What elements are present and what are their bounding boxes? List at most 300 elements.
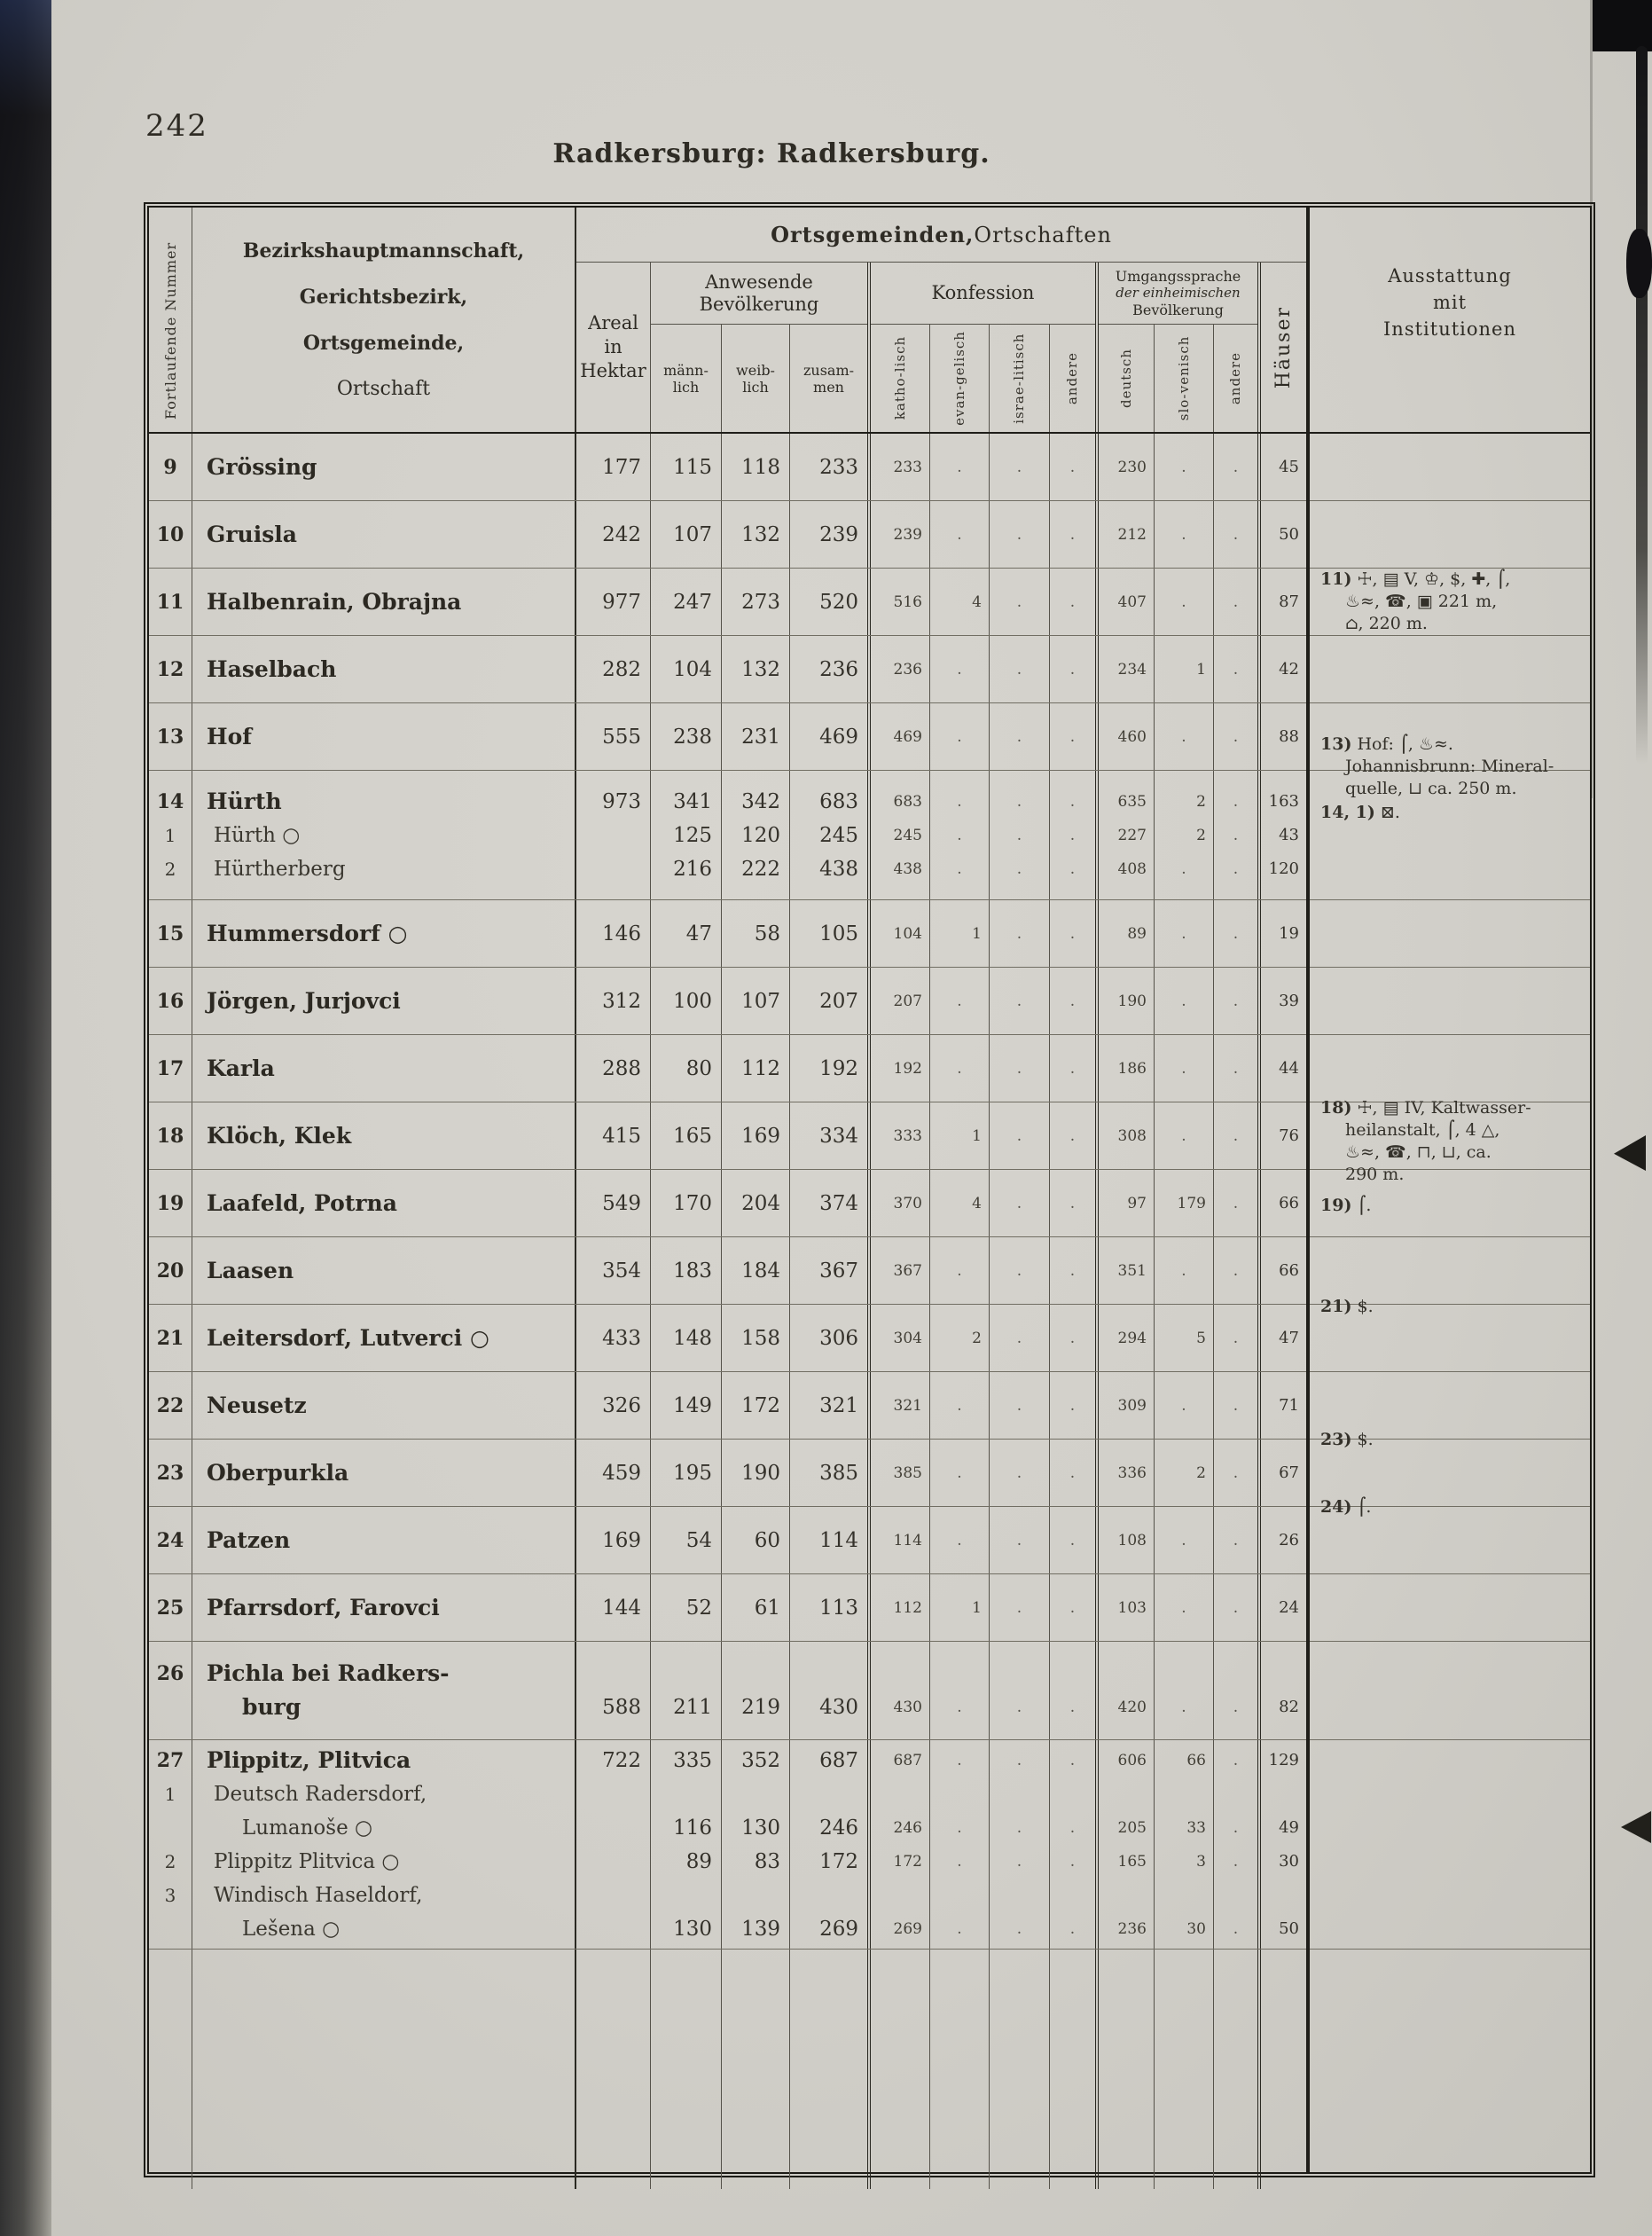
cell-w: 132	[721, 501, 789, 568]
cell-de: 309	[1095, 1372, 1154, 1439]
cell-is: .	[989, 1574, 1049, 1641]
cell-k: 239	[867, 501, 929, 568]
cell-n: 15	[156, 922, 184, 945]
cell-hs	[1257, 1950, 1306, 2189]
cell-ar: 177	[575, 434, 650, 500]
cell-a1: .	[1049, 1642, 1095, 1739]
cell-nm: Karla	[192, 1035, 575, 1102]
cell-hs: 24	[1257, 1574, 1306, 1641]
page-number: 242	[145, 108, 208, 144]
cell-sl: .	[1154, 434, 1213, 500]
column-header-slovenisch: slo- venisch	[1154, 325, 1213, 432]
cell-nm: Leitersdorf, Lutverci ○	[192, 1305, 575, 1371]
cell-w: 112	[721, 1035, 789, 1102]
cell-m	[650, 1950, 721, 2189]
cell-de: 294	[1095, 1305, 1154, 1371]
cell-ar: 144	[575, 1574, 650, 1641]
cell-m: 107	[650, 501, 721, 568]
cell-z: 105	[789, 900, 867, 967]
cell-w: 132	[721, 636, 789, 702]
cell-ev: 4	[929, 569, 989, 635]
cell-n: 16	[156, 989, 184, 1013]
cell-n: 17	[156, 1056, 184, 1080]
cell-a2: .	[1213, 900, 1257, 967]
cell-nm: Pichla bei Radkers- burg	[192, 1642, 575, 1739]
cell-de: 108	[1095, 1507, 1154, 1573]
cell-is: .	[989, 1642, 1049, 1739]
cell-de: 186	[1095, 1035, 1154, 1102]
cell-nm: Patzen	[192, 1507, 575, 1573]
cell-is	[989, 1950, 1049, 2189]
cell-w: 58	[721, 900, 789, 967]
cell-ev: 2	[929, 1305, 989, 1371]
cell-ar: 146	[575, 900, 650, 967]
cell-n: 22	[156, 1393, 184, 1417]
cell-k: 236	[867, 636, 929, 702]
cell-k: 367	[867, 1237, 929, 1304]
cell-hs: 76	[1257, 1102, 1306, 1169]
cell-n: 10	[156, 522, 184, 546]
cell-nm: Plippitz, Plitvica Deutsch Radersdorf, Lumanoše ○ Plippitz Plitvica ○ Windisch Haseldorf, Lešena ○	[192, 1740, 575, 1949]
cell-k: 114	[867, 1507, 929, 1573]
margin-mark-icon	[1621, 1811, 1651, 1843]
cell-nm: Hürth Hürth ○ Hürtherberg	[192, 771, 575, 899]
cell-is: .	[989, 636, 1049, 702]
cell-sl: .	[1154, 900, 1213, 967]
cell-ev: .	[929, 434, 989, 500]
column-header-konfession: Konfession katho- lisch evan- gelisch israe- litisch andere	[867, 263, 1095, 432]
cell-z: 687 246 172 269	[789, 1740, 867, 1949]
cell-de: 308	[1095, 1102, 1154, 1169]
cell-a2: .	[1213, 1102, 1257, 1169]
column-header-andere-sprache: andere	[1213, 325, 1257, 432]
cell-k: 207	[867, 968, 929, 1034]
cell-n: 27 1 2 3	[156, 1748, 184, 1906]
cell-hs: 39	[1257, 968, 1306, 1034]
cell-a2: . . . .	[1213, 1740, 1257, 1949]
page-edge-shadow-top	[1593, 0, 1652, 51]
cell-w: 352 130 83 139	[721, 1740, 789, 1949]
page-edge-shadow-line	[1636, 46, 1648, 765]
cell-m: 47	[650, 900, 721, 967]
cell-is: .	[989, 1102, 1049, 1169]
cell-ev: 1	[929, 900, 989, 967]
cell-k: 321	[867, 1372, 929, 1439]
book-binding-left	[0, 0, 51, 2236]
cell-k: 112	[867, 1574, 929, 1641]
column-header-bevoelkerung: Anwesende Bevölkerung männ- lich weib- lich zusam- men	[650, 263, 867, 432]
cell-z: 430	[789, 1642, 867, 1739]
cell-k: 385	[867, 1440, 929, 1506]
cell-a1: .	[1049, 636, 1095, 702]
cell-z: 306	[789, 1305, 867, 1371]
cell-nm: Pfarrsdorf, Farovci	[192, 1574, 575, 1641]
cell-hs: 66	[1257, 1170, 1306, 1236]
cell-sl: 66 33 3 30	[1154, 1740, 1213, 1949]
cell-ev: .	[929, 703, 989, 770]
cell-a1: .	[1049, 1237, 1095, 1304]
cell-ev: . . . .	[929, 1740, 989, 1949]
cell-de: 212	[1095, 501, 1154, 568]
cell-is: . . .	[989, 771, 1049, 899]
cell-ev: 1	[929, 1574, 989, 1641]
cell-hs: 87	[1257, 569, 1306, 635]
cell-w: 169	[721, 1102, 789, 1169]
cell-ev: .	[929, 1507, 989, 1573]
cell-ev: .	[929, 636, 989, 702]
cell-ev: .	[929, 501, 989, 568]
cell-nm: Klöch, Klek	[192, 1102, 575, 1169]
cell-hs: 19	[1257, 900, 1306, 967]
cell-is: .	[989, 1305, 1049, 1371]
column-header-weiblich: weib- lich	[721, 325, 789, 432]
cell-n: 20	[156, 1259, 184, 1283]
cell-sl: .	[1154, 569, 1213, 635]
cell-m: 195	[650, 1440, 721, 1506]
cell-de: 336	[1095, 1440, 1154, 1506]
cell-hs: 45	[1257, 434, 1306, 500]
cell-a2: .	[1213, 1237, 1257, 1304]
footnote: 24) ⌠.	[1320, 1497, 1372, 1517]
cell-sl: 2 2 .	[1154, 771, 1213, 899]
cell-k: 516	[867, 569, 929, 635]
cell-ev: .	[929, 968, 989, 1034]
cell-a1: .	[1049, 569, 1095, 635]
cell-w: 184	[721, 1237, 789, 1304]
column-header-deutsch: deutsch	[1117, 349, 1134, 408]
cell-a1: .	[1049, 703, 1095, 770]
cell-z: 207	[789, 968, 867, 1034]
cell-hs: 88	[1257, 703, 1306, 770]
cell-m: 149	[650, 1372, 721, 1439]
cell-hs: 44	[1257, 1035, 1306, 1102]
cell-a2: .	[1213, 569, 1257, 635]
cell-a2: .	[1213, 1440, 1257, 1506]
column-header-evangelisch: evan- gelisch	[929, 325, 989, 432]
cell-hs: 66	[1257, 1237, 1306, 1304]
cell-sl: .	[1154, 1574, 1213, 1641]
cell-nm: Hof	[192, 703, 575, 770]
cell-m: 104	[650, 636, 721, 702]
cell-a1: .	[1049, 501, 1095, 568]
cell-de: 103	[1095, 1574, 1154, 1641]
cell-z: 233	[789, 434, 867, 500]
cell-m: 80	[650, 1035, 721, 1102]
cell-z: 236	[789, 636, 867, 702]
cell-nm: Halbenrain, Obrajna	[192, 569, 575, 635]
cell-ar: 354	[575, 1237, 650, 1304]
cell-ar: 555	[575, 703, 650, 770]
cell-k: 687 246 172 269	[867, 1740, 929, 1949]
cell-w: 158	[721, 1305, 789, 1371]
page-edge-ink-blob	[1626, 229, 1652, 298]
cell-sl: 179	[1154, 1170, 1213, 1236]
cell-sl: .	[1154, 501, 1213, 568]
cell-m: 211	[650, 1642, 721, 1739]
cell-a2	[1213, 1950, 1257, 2189]
cell-ev: .	[929, 1372, 989, 1439]
cell-n: 24	[156, 1528, 184, 1552]
cell-ar: 415	[575, 1102, 650, 1169]
cell-w: 273	[721, 569, 789, 635]
cell-w: 219	[721, 1642, 789, 1739]
column-header-areal: Areal in Hektar	[580, 312, 646, 381]
cell-ar: 242	[575, 501, 650, 568]
cell-w: 204	[721, 1170, 789, 1236]
cell-a2: .	[1213, 703, 1257, 770]
cell-sl: .	[1154, 1035, 1213, 1102]
cell-sl: .	[1154, 1102, 1213, 1169]
cell-n: 19	[156, 1191, 184, 1215]
cell-ar: 588	[575, 1642, 650, 1739]
column-header-fortlaufende-nummer: Fortlaufende Nummer	[161, 241, 179, 420]
cell-z: 683 245 438	[789, 771, 867, 899]
cell-de: 97	[1095, 1170, 1154, 1236]
cell-z: 374	[789, 1170, 867, 1236]
cell-nm: Hummersdorf ○	[192, 900, 575, 967]
column-header-gebietsgliederung: Bezirkshauptmannschaft, Gerichtsbezirk, Ortsgemeinde, Ortschaft	[192, 208, 575, 432]
cell-a1: .	[1049, 1574, 1095, 1641]
cell-ev: .	[929, 1035, 989, 1102]
cell-ar: 169	[575, 1507, 650, 1573]
footnotes-column	[1306, 434, 1590, 2172]
footnote: 19) ⌠.	[1320, 1196, 1372, 1215]
cell-m: 170	[650, 1170, 721, 1236]
cell-sl: 2	[1154, 1440, 1213, 1506]
column-header-andere-konfession: andere	[1049, 325, 1095, 432]
cell-m: 100	[650, 968, 721, 1034]
footnote: 21) $.	[1320, 1297, 1374, 1316]
cell-z: 385	[789, 1440, 867, 1506]
cell-is: .	[989, 1440, 1049, 1506]
cell-w	[721, 1950, 789, 2189]
cell-de: 89	[1095, 900, 1154, 967]
cell-n: 12	[156, 657, 184, 681]
column-header-katholisch: katho- lisch	[891, 336, 908, 420]
cell-de: 230	[1095, 434, 1154, 500]
cell-nm: Laafeld, Potrna	[192, 1170, 575, 1236]
cell-w: 60	[721, 1507, 789, 1573]
cell-nm: Neusetz	[192, 1372, 575, 1439]
cell-a2: .	[1213, 1507, 1257, 1573]
cell-a2: .	[1213, 501, 1257, 568]
footnote: 23) $.	[1320, 1430, 1374, 1449]
cell-de: 351	[1095, 1237, 1154, 1304]
cell-sl: .	[1154, 703, 1213, 770]
cell-ev: .	[929, 1440, 989, 1506]
cell-a1: .	[1049, 1440, 1095, 1506]
cell-a1: .	[1049, 1170, 1095, 1236]
cell-nm: Grössing	[192, 434, 575, 500]
cell-is: .	[989, 1170, 1049, 1236]
cell-is: .	[989, 1035, 1049, 1102]
cell-a1: .	[1049, 900, 1095, 967]
cell-n: 13	[156, 725, 184, 749]
cell-de: 407	[1095, 569, 1154, 635]
cell-nm: Oberpurkla	[192, 1440, 575, 1506]
cell-sl: 5	[1154, 1305, 1213, 1371]
cell-ar: 288	[575, 1035, 650, 1102]
cell-a1: .	[1049, 1372, 1095, 1439]
cell-nm: Laasen	[192, 1237, 575, 1304]
cell-sl	[1154, 1950, 1213, 2189]
footnote: 18) ☩, ▤ IV, Kaltwasser- heilanstalt, ⌠, 4 △, ♨≈, ☎, ⊓, ⊔, ca. 290 m.	[1320, 1098, 1531, 1184]
cell-a1: .	[1049, 434, 1095, 500]
column-header-israelitisch: israe- litisch	[989, 325, 1049, 432]
cell-sl: 1	[1154, 636, 1213, 702]
column-header-zusammen: zusam- men	[789, 325, 867, 432]
cell-de: 234	[1095, 636, 1154, 702]
cell-sl: .	[1154, 968, 1213, 1034]
cell-is: .	[989, 1237, 1049, 1304]
cell-n: 18	[156, 1124, 184, 1148]
cell-a2: .	[1213, 968, 1257, 1034]
cell-ev	[929, 1950, 989, 2189]
cell-k: 192	[867, 1035, 929, 1102]
cell-k	[867, 1950, 929, 2189]
cell-hs: 47	[1257, 1305, 1306, 1371]
table-header	[149, 208, 1590, 434]
cell-n: 26	[156, 1662, 184, 1685]
cell-ar: 433	[575, 1305, 650, 1371]
cell-k: 233	[867, 434, 929, 500]
cell-ev: 4	[929, 1170, 989, 1236]
cell-ar: 973	[575, 771, 650, 899]
cell-is: .	[989, 569, 1049, 635]
cell-z: 469	[789, 703, 867, 770]
cell-w: 118	[721, 434, 789, 500]
column-header-ortsgemeinden: Ortsgemeinden, Ortschaften	[576, 208, 1306, 263]
cell-a1: . . .	[1049, 771, 1095, 899]
cell-z: 192	[789, 1035, 867, 1102]
cell-k: 469	[867, 703, 929, 770]
cell-sl: .	[1154, 1642, 1213, 1739]
cell-sl: .	[1154, 1372, 1213, 1439]
cell-ar: 977	[575, 569, 650, 635]
cell-ar: 722	[575, 1740, 650, 1949]
cell-a2: .	[1213, 1372, 1257, 1439]
cell-n	[149, 1950, 192, 2189]
cell-n: 21	[156, 1326, 184, 1350]
footnote: 11) ☩, ▤ V, ♔, $, ✚, ⌠, ♨≈, ☎, ▣ 221 m, ⌂, 220 m.	[1320, 569, 1511, 633]
cell-de	[1095, 1950, 1154, 2189]
cell-w: 107	[721, 968, 789, 1034]
cell-m: 52	[650, 1574, 721, 1641]
cell-a1: .	[1049, 1102, 1095, 1169]
column-header-umgangssprache: Umgangssprache der einheimischen Bevölkerung deutsch slo- venisch andere	[1095, 263, 1257, 432]
cell-nm: Gruisla	[192, 501, 575, 568]
cell-ev: .	[929, 1642, 989, 1739]
cell-sl: .	[1154, 1507, 1213, 1573]
cell-a2: .	[1213, 636, 1257, 702]
cell-m: 335 116 89 130	[650, 1740, 721, 1949]
cell-a2: .	[1213, 434, 1257, 500]
cell-ar: 459	[575, 1440, 650, 1506]
cell-hs: 67	[1257, 1440, 1306, 1506]
cell-w: 231	[721, 703, 789, 770]
cell-is: .	[989, 900, 1049, 967]
footnote: 13) Hof: ⌠, ♨≈. Johannisbrunn: Mineral- quelle, ⊔ ca. 250 m.	[1320, 734, 1554, 798]
cell-ar: 549	[575, 1170, 650, 1236]
cell-ar	[575, 1950, 650, 2189]
cell-de: 460	[1095, 703, 1154, 770]
cell-a1: .	[1049, 1305, 1095, 1371]
table-body	[149, 434, 1590, 2172]
column-header-haeuser: Häuser	[1257, 263, 1306, 432]
cell-is: . . . .	[989, 1740, 1049, 1949]
cell-a1	[1049, 1950, 1095, 2189]
cell-n: 23	[156, 1461, 184, 1485]
cell-k: 430	[867, 1642, 929, 1739]
cell-z: 334	[789, 1102, 867, 1169]
cell-ev: 1	[929, 1102, 989, 1169]
cell-is: .	[989, 1372, 1049, 1439]
cell-w: 61	[721, 1574, 789, 1641]
cell-z: 114	[789, 1507, 867, 1573]
cell-z: 321	[789, 1372, 867, 1439]
cell-m: 247	[650, 569, 721, 635]
cell-ev: .	[929, 1237, 989, 1304]
cell-m: 341 125 216	[650, 771, 721, 899]
cell-z: 113	[789, 1574, 867, 1641]
cell-m: 148	[650, 1305, 721, 1371]
cell-a1: .	[1049, 1507, 1095, 1573]
cell-a2: . . .	[1213, 771, 1257, 899]
cell-w: 342 120 222	[721, 771, 789, 899]
cell-de: 420	[1095, 1642, 1154, 1739]
cell-ar: 282	[575, 636, 650, 702]
cell-z	[789, 1950, 867, 2189]
cell-is: .	[989, 1507, 1049, 1573]
footnote: 14, 1) ⊠.	[1320, 803, 1400, 822]
cell-w: 172	[721, 1372, 789, 1439]
cell-de: 635 227 408	[1095, 771, 1154, 899]
column-header-middle	[575, 208, 1306, 432]
cell-n: 25	[156, 1596, 184, 1620]
cell-m: 115	[650, 434, 721, 500]
cell-k: 370	[867, 1170, 929, 1236]
cell-ev: . . .	[929, 771, 989, 899]
cell-a2: .	[1213, 1574, 1257, 1641]
cell-is: .	[989, 501, 1049, 568]
cell-z: 239	[789, 501, 867, 568]
cell-a2: .	[1213, 1035, 1257, 1102]
cell-ar: 326	[575, 1372, 650, 1439]
cell-a2: .	[1213, 1305, 1257, 1371]
cell-z: 520	[789, 569, 867, 635]
cell-m: 183	[650, 1237, 721, 1304]
cell-m: 54	[650, 1507, 721, 1573]
cell-a2: .	[1213, 1170, 1257, 1236]
cell-nm: Haselbach	[192, 636, 575, 702]
cell-k: 333	[867, 1102, 929, 1169]
cell-is: .	[989, 434, 1049, 500]
cell-k: 304	[867, 1305, 929, 1371]
cell-sl: .	[1154, 1237, 1213, 1304]
page-title: Radkersburg: Radkersburg.	[552, 138, 990, 169]
cell-hs: 129 49 30 50	[1257, 1740, 1306, 1949]
cell-k: 104	[867, 900, 929, 967]
cell-a1: .	[1049, 1035, 1095, 1102]
cell-m: 165	[650, 1102, 721, 1169]
cell-n: 14 1 2	[156, 789, 184, 880]
cell-k: 683 245 438	[867, 771, 929, 899]
cell-is: .	[989, 968, 1049, 1034]
cell-w: 190	[721, 1440, 789, 1506]
cell-nm: Jörgen, Jurjovci	[192, 968, 575, 1034]
cell-n: 9	[163, 455, 177, 479]
cell-z: 367	[789, 1237, 867, 1304]
